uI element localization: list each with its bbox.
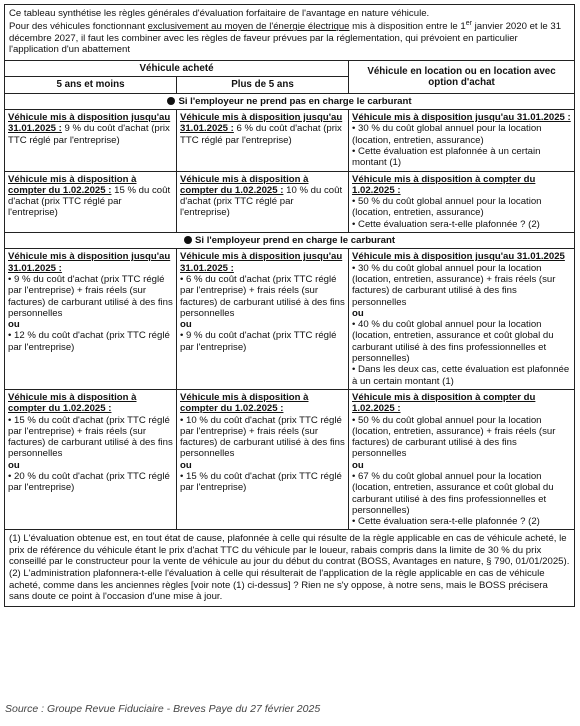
cell-bullet: • 50 % du coût global annuel pour la location (location, entretien, assurance) + frais réels (sur factures) de carburant utilisé à des fins personnelles [352, 414, 556, 460]
intro-underlined-text: exclusivement au moyen de l'énergie électrique [147, 21, 350, 33]
section-no-fuel [5, 93, 575, 109]
cell-heading: Véhicule mis à disposition à compter du 1.02.2025 : [8, 173, 137, 196]
cell-bullet: • 40 % du coût global annuel pour la location (location, entretien, assurance et coût global du carburant utilisé à des fins professionnelles et personnelles) [352, 319, 554, 365]
cell-heading: Véhicule mis à disposition jusqu'au 31.01.2025 [352, 251, 565, 263]
cell-text: 6 % du coût d'achat (prix TTC réglé par l'entreprise) [180, 123, 342, 146]
cell-or: ou [352, 307, 364, 319]
cell-bullet: • Dans les deux cas, cette évaluation est plafonnée à un certain montant (1) [352, 364, 570, 387]
table-row [5, 171, 575, 232]
table-cell [177, 249, 349, 390]
footnote-2: (2) L'administration plafonnera-t-elle l'évaluation à celle qui résulterait de l'application de la règle applicable en cas de véhicule acheté, comme dans les anciennes règles [voir note (1) ci-dessus] ? Rien ne s'y oppose, à notre sens, mais le BOSS précisera sans doute ce point à l'occasion d'une mise à jour. [9, 568, 548, 602]
cell-bullet: • 15 % du coût d'achat (prix TTC réglé par l'entreprise) + frais réels (sur factures) de carburant utilisé à des fins personnelles [8, 414, 173, 460]
table-row [5, 389, 575, 530]
cell-or: ou [180, 459, 192, 471]
intro-text: Pour des véhicules fonctionnant [9, 21, 148, 33]
table-row [5, 110, 575, 171]
table-cell [177, 171, 349, 232]
intro-text: mis à disposition entre le 1 [349, 21, 466, 33]
table-row [5, 249, 575, 390]
section-title: Si l'employeur ne prend pas en charge le carburant [178, 95, 412, 107]
intro-superscript: er [465, 20, 472, 28]
source-caption: Source : Groupe Revue Fiduciaire - Breves Paye du 27 février 2025 [5, 703, 321, 715]
intro-text: janvier 2020 et le 31 décembre 2027, il faut les combiner avec les règles de faveur prévues par la réglementation, qui prévoient en particulier l'application d'un abattement [9, 21, 562, 55]
cell-bullet: • Cette évaluation est plafonnée à un certain montant (1) [352, 145, 541, 169]
header-purchased: Véhicule acheté [5, 61, 349, 77]
cell-bullet: • 9 % du coût d'achat (prix TTC réglé par l'entreprise) [180, 330, 337, 353]
cell-bullet: • 50 % du coût global annuel pour la location (location, entretien, assurance) [352, 196, 542, 219]
cell-heading: Véhicule mis à disposition à compter du 1.02.2025 : [180, 173, 309, 196]
section-fuel [5, 233, 575, 249]
header-rental: Véhicule en location ou en location avec option d'achat [349, 61, 575, 94]
cell-heading: Véhicule mis à disposition jusqu'au 31.01.2025 : [180, 251, 343, 274]
cell-heading: Véhicule mis à disposition jusqu'au 31.01.2025 : [180, 112, 343, 135]
cell-heading: Véhicule mis à disposition jusqu'au 31.01.2025 : [352, 112, 571, 124]
table-cell [349, 389, 575, 530]
table-cell [349, 171, 575, 232]
cell-bullet: • 6 % du coût d'achat (prix TTC réglé par l'entreprise) + frais réels (sur factures) de carburant utilisé à des fins personnelles [180, 273, 345, 319]
table-cell [5, 249, 177, 390]
table-cell [177, 110, 349, 171]
table-cell [5, 171, 177, 232]
cell-bullet: • Cette évaluation sera-t-elle plafonnée ? (2) [352, 516, 540, 528]
evaluation-table [4, 4, 575, 607]
cell-heading: Véhicule mis à disposition à compter du 1.02.2025 : [352, 391, 536, 415]
cell-bullet: • 20 % du coût d'achat (prix TTC réglé par l'entreprise) [8, 470, 170, 494]
table-cell [177, 389, 349, 530]
cell-or: ou [180, 319, 192, 331]
notes-cell [5, 530, 575, 607]
bullet-icon [184, 236, 192, 244]
cell-text: 10 % du coût d'achat (prix TTC réglé par l'entreprise) [180, 184, 343, 219]
intro-line-1: Ce tableau synthétise les règles générales d'évaluation forfaitaire de l'avantage en nature véhicule. [9, 8, 430, 19]
cell-bullet: • 9 % du coût d'achat (prix TTC réglé par l'entreprise) + frais réels (sur factures) de carburant utilisé à des fins personnelles [8, 273, 173, 319]
bullet-icon [167, 97, 175, 105]
header-under-5-years: 5 ans et moins [5, 77, 177, 93]
cell-or: ou [8, 319, 20, 331]
header-over-5-years: Plus de 5 ans [177, 77, 349, 93]
cell-bullet: • 30 % du coût global annuel pour la location (location, entretien, assurance) + frais réels (sur factures) de carburant utilisé à des fins personnelles [352, 262, 556, 308]
cell-or: ou [352, 459, 364, 471]
cell-bullet: • 10 % du coût d'achat (prix TTC réglé par l'entreprise) + frais réels (sur factures) de carburant utilisé à des fins personnelles [180, 414, 345, 460]
intro-cell [5, 5, 575, 61]
cell-bullet: • Cette évaluation sera-t-elle plafonnée ? (2) [352, 218, 540, 230]
table-cell [349, 249, 575, 390]
document-page [4, 4, 574, 607]
cell-bullet: • 67 % du coût global annuel pour la location (location, entretien, assurance et coût global du carburant utilisé à des fins professionnelles et personnelles) [352, 470, 554, 516]
section-title: Si l'employeur prend en charge le carburant [194, 235, 396, 247]
cell-text: 9 % du coût d'achat (prix TTC réglé par l'entreprise) [8, 123, 170, 146]
cell-bullet: • 15 % du coût d'achat (prix TTC réglé par l'entreprise) [180, 470, 342, 494]
table-cell [349, 110, 575, 171]
cell-text: 15 % du coût d'achat (prix TTC réglé par l'entreprise) [8, 184, 171, 219]
cell-bullet: • 12 % du coût d'achat (prix TTC réglé par l'entreprise) [8, 330, 170, 353]
cell-heading: Véhicule mis à disposition jusqu'au 31.01.2025 : [8, 112, 171, 135]
table-cell [5, 389, 177, 530]
cell-heading: Véhicule mis à disposition jusqu'au 31.01.2025 : [8, 251, 171, 274]
cell-or: ou [8, 459, 20, 471]
cell-bullet: • 30 % du coût global annuel pour la location (location, entretien, assurance) [352, 123, 542, 146]
intro-line-2 [9, 21, 570, 55]
table-cell [5, 110, 177, 171]
cell-heading: Véhicule mis à disposition à compter du 1.02.2025 : [8, 391, 137, 415]
cell-heading: Véhicule mis à disposition à compter du 1.02.2025 : [180, 391, 309, 415]
footnote-1: (1) L'évaluation obtenue est, en tout état de cause, plafonnée à celle qui résulte de la règle applicable en cas de véhicule acheté, le prix de référence du véhicule étant le prix d'achat TTC du véhicule par le loueur, rabais compris dans la limite de 30 % du prix conseillé par le constructeur pour la vente de véhicule au jour du début du contrat (BOSS, Avantages en nature, § 790, 01/01/2025). [9, 533, 570, 568]
cell-heading: Véhicule mis à disposition à compter du 1.02.2025 : [352, 173, 536, 196]
